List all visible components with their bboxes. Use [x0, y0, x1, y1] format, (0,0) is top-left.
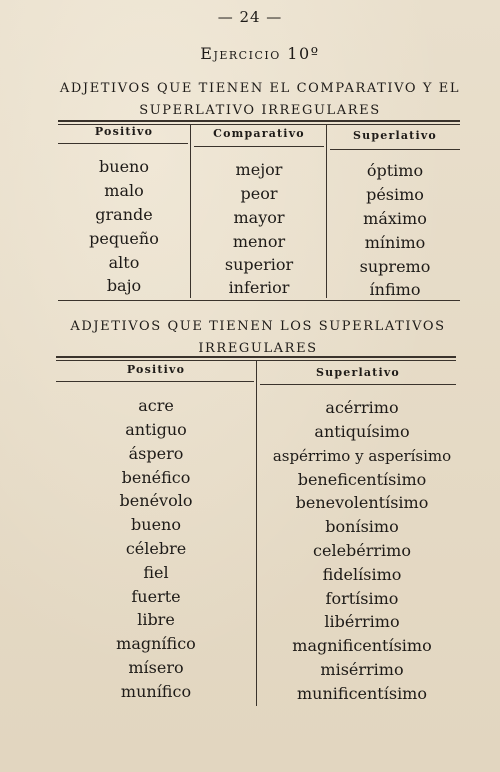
table2-top-rule — [56, 356, 456, 358]
table1-header-positivo: Positivo — [94, 125, 154, 138]
page-number: — 24 — — [217, 8, 283, 26]
table2-row-3-superlativo: aspérrimo y asperísimo — [272, 447, 452, 465]
table1-row-6-positivo: bajo — [106, 276, 142, 295]
table2-row-2-positivo: antiguo — [125, 420, 187, 439]
table1-row-5-comparativo: superior — [224, 255, 294, 274]
table1-row-1-superlativo: óptimo — [366, 161, 424, 180]
table2-row-11-superlativo: magnificentísimo — [292, 636, 432, 655]
table1-row-1-comparativo: mejor — [235, 160, 283, 179]
table2-row-12-superlativo: misérrimo — [320, 660, 404, 679]
table2-header-rule-1 — [56, 381, 254, 382]
table1-row-5-superlativo: supremo — [359, 257, 431, 276]
table1-row-1-positivo: bueno — [99, 157, 149, 176]
table2-row-8-superlativo: fidelísimo — [322, 565, 402, 584]
table2-row-5-superlativo: benevolentísimo — [295, 493, 429, 512]
table2-header-superlativo: Superlativo — [316, 366, 400, 379]
table1-header-rule-3 — [330, 149, 460, 150]
table1-row-3-comparativo: mayor — [233, 208, 285, 227]
table1-row-4-superlativo: mínimo — [364, 233, 426, 252]
table2-row-1-superlativo: acérrimo — [325, 398, 399, 417]
table1-row-4-positivo: pequeño — [89, 229, 159, 248]
table1-header-superlativo: Superlativo — [353, 129, 437, 142]
table2-row-7-positivo: célebre — [125, 539, 187, 558]
table1-row-6-superlativo: ínfimo — [369, 280, 421, 299]
table2-divider — [256, 360, 257, 706]
table2-row-9-positivo: fuerte — [131, 587, 181, 606]
table2-row-9-superlativo: fortísimo — [325, 589, 399, 608]
table1-divider-1 — [190, 124, 191, 298]
section2-heading: ADJETIVOS QUE TIENEN LOS SUPERLATIVOS IRREGULARES — [70, 319, 446, 356]
table1-row-2-positivo: malo — [104, 181, 144, 200]
section1-heading: ADJETIVOS QUE TIENEN EL COMPARATIVO Y EL SUPERLATIVO IRREGULARES — [59, 81, 461, 118]
table2-row-8-positivo: fiel — [143, 563, 169, 582]
table2-row-2-superlativo: antiquísimo — [314, 422, 410, 441]
table2-row-5-positivo: benévolo — [119, 491, 193, 510]
table2-row-11-positivo: magnífico — [116, 634, 196, 653]
table1-top-rule — [58, 120, 460, 122]
table2-header-positivo: Positivo — [126, 363, 186, 376]
table2-row-7-superlativo: celebérrimo — [313, 541, 411, 560]
table1-row-2-superlativo: pésimo — [366, 185, 424, 204]
table2-row-10-superlativo: libérrimo — [324, 612, 400, 631]
table1-row-5-positivo: alto — [108, 253, 140, 272]
table1-row-4-comparativo: menor — [232, 232, 286, 251]
table2-row-6-positivo: bueno — [131, 515, 181, 534]
table1-divider-2 — [326, 124, 327, 298]
table2-row-4-superlativo: beneficentísimo — [297, 470, 427, 489]
table2-row-13-superlativo: munificentísimo — [297, 684, 427, 703]
table1-row-6-comparativo: inferior — [228, 278, 290, 297]
table1-row-3-superlativo: máximo — [363, 209, 427, 228]
table2-row-3-positivo: áspero — [128, 444, 184, 463]
table1-header-rule-1 — [58, 143, 188, 144]
table1-header-rule-2 — [194, 146, 324, 147]
table2-row-1-positivo: acre — [138, 396, 174, 415]
table1-row-3-positivo: grande — [95, 205, 153, 224]
table1-header-comparativo: Comparativo — [213, 127, 305, 140]
table2-row-10-positivo: libre — [137, 610, 175, 629]
table1-row-2-comparativo: peor — [240, 184, 278, 203]
table2-row-4-positivo: benéfico — [121, 468, 191, 487]
exercise-title: Ejercicio 10º — [200, 44, 320, 63]
table2-row-12-positivo: mísero — [128, 658, 184, 677]
table2-header-rule-2 — [260, 384, 456, 385]
table2-row-13-positivo: munífico — [120, 682, 192, 701]
table2-row-6-superlativo: bonísimo — [325, 517, 399, 536]
